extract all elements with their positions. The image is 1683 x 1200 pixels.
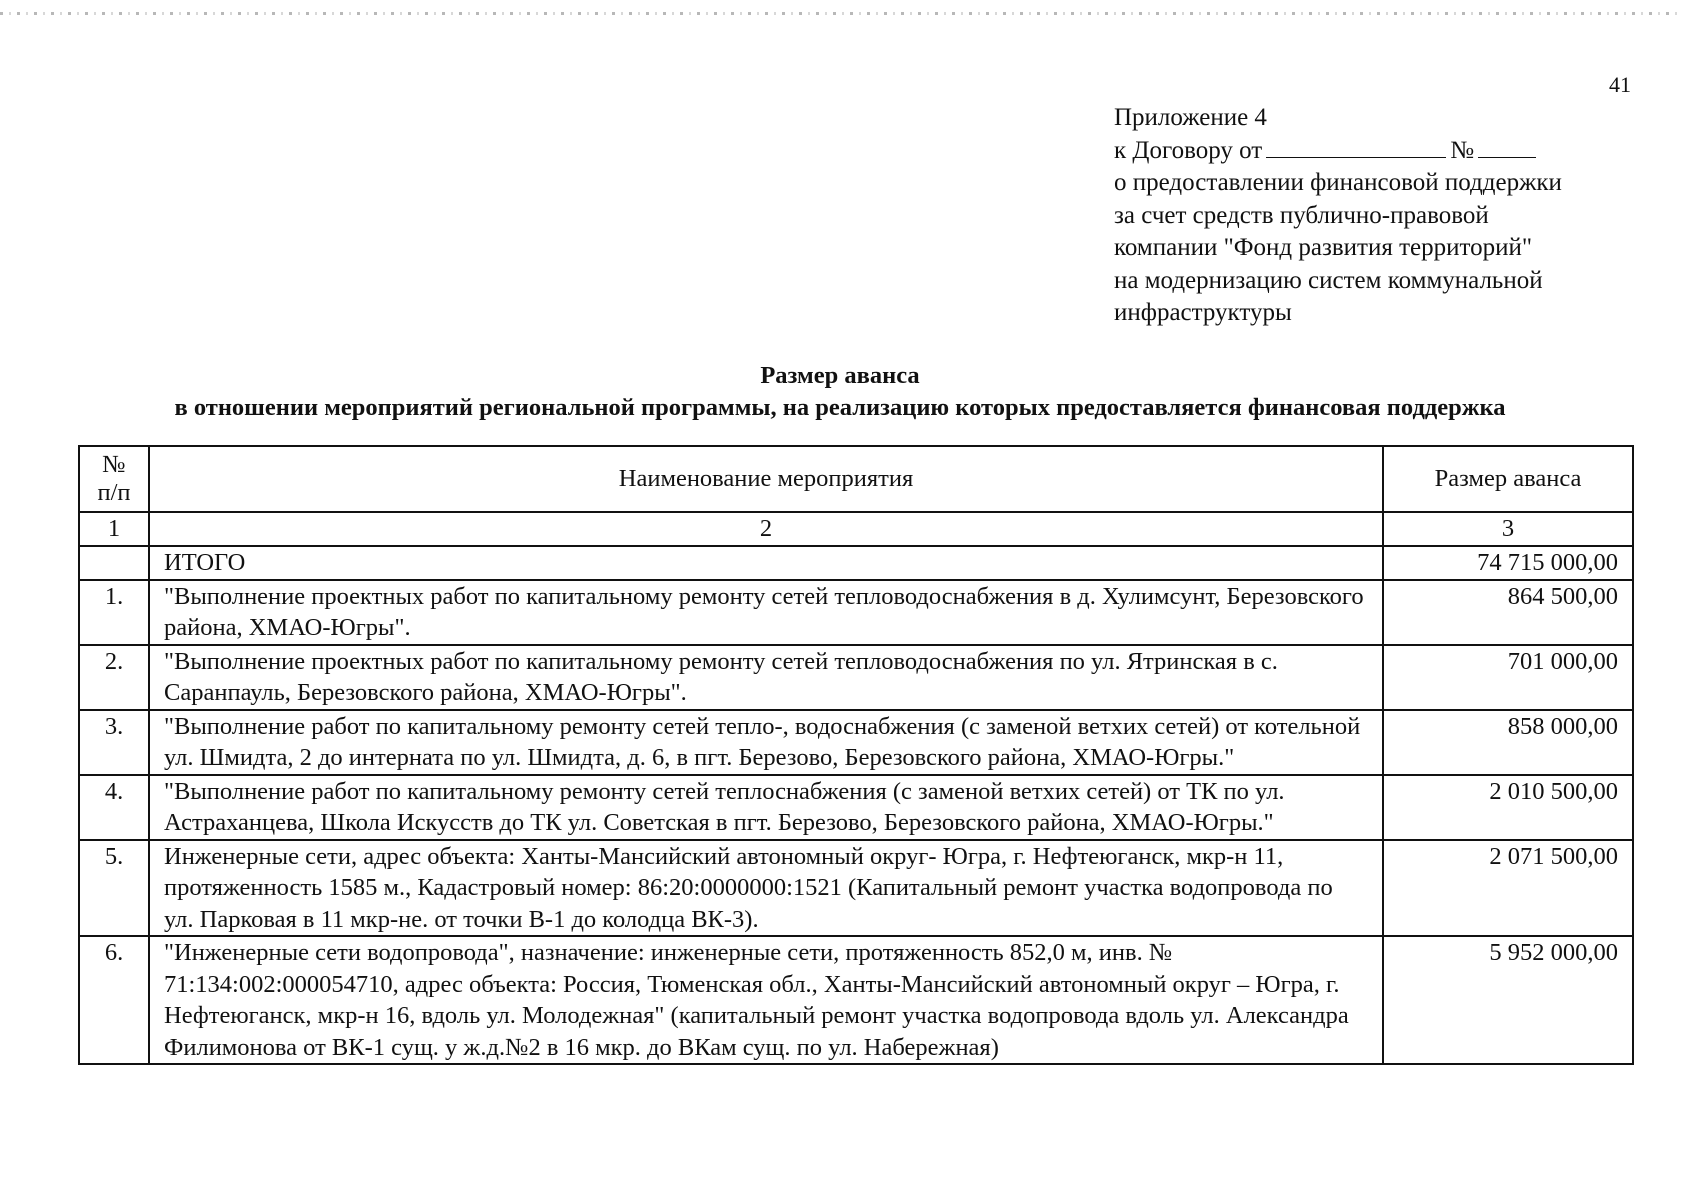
appendix-block: [1114, 102, 1634, 330]
header-name: Наименование мероприятия: [149, 446, 1383, 512]
advance-table: [78, 445, 1634, 1065]
table-row: [79, 580, 1633, 645]
table-row: [79, 710, 1633, 775]
appendix-line-3: о предоставлении финансовой поддержки: [1114, 169, 1562, 196]
row-amount: 5 952 000,00: [1383, 936, 1633, 1064]
column-number-1: 1: [79, 512, 149, 546]
appendix-line-6: на модернизацию систем коммунальной: [1114, 266, 1543, 294]
row-number: 3.: [79, 710, 149, 775]
document-title-line-2: в отношении мероприятий региональной программы, на реализацию которых предоставляется финансовая поддержка: [174, 394, 1506, 421]
scan-edge-noise: [0, 12, 1683, 15]
total-row: [79, 546, 1633, 580]
row-name: "Инженерные сети водопровода", назначение: инженерные сети, протяженность 852,0 м, инв. № 71:134:002:000054710, адрес объекта: Россия, Тюменская обл., Ханты-Мансийский автономный округ – Югра, г. Нефтеюганск, мкр-н 16, вдоль ул. Молодежная" (капитальный ремонт участка водопровода вдоль ул. Александра Филимонова от ВК-1 сущ. у ж.д.№2 в 16 мкр. до ВКам сущ. по ул. Набережная): [149, 936, 1383, 1064]
row-name: "Выполнение проектных работ по капитальному ремонту сетей тепловодоснабжения по ул. Ятринская в с. Саранпауль, Березовского района, ХМАО-Югры".: [149, 645, 1383, 710]
row-amount: 2 010 500,00: [1383, 775, 1633, 840]
header-amount: Размер аванса: [1383, 446, 1633, 512]
table-header-row: [79, 446, 1633, 512]
total-amount: 74 715 000,00: [1383, 546, 1633, 580]
appendix-contract-prefix: к Договору от: [1114, 136, 1263, 164]
row-name: "Выполнение работ по капитальному ремонту сетей тепло-, водоснабжения (с заменой ветхих сетей) от котельной ул. Шмидта, 2 до интерната по ул. Шмидта, д. 6, в пгт. Березово, Березовского района, ХМАО-Югры.": [149, 710, 1383, 775]
row-number: 6.: [79, 936, 149, 1064]
table-row: [79, 936, 1633, 1064]
total-num-cell: [79, 546, 149, 580]
appendix-line-4: за счет средств публично-правовой: [1114, 201, 1489, 229]
row-number: 4.: [79, 775, 149, 840]
row-number: 5.: [79, 840, 149, 937]
row-name: "Выполнение работ по капитальному ремонту сетей теплоснабжения (с заменой ветхих сетей) от ТК по ул. Астраханцева, Школа Искусств до ТК ул. Советская в пгт. Березово, Березовского района, ХМАО-Югры.": [149, 775, 1383, 840]
document-title-line-1: Размер аванса: [760, 362, 920, 389]
row-number: 2.: [79, 645, 149, 710]
column-numbers-row: [79, 512, 1633, 546]
table-row: [79, 775, 1633, 840]
document-title: [40, 360, 1640, 424]
appendix-line-5: компании "Фонд развития территорий": [1114, 234, 1533, 261]
total-label: ИТОГО: [149, 546, 1383, 580]
row-number: 1.: [79, 580, 149, 645]
table-row: [79, 645, 1633, 710]
row-amount: 858 000,00: [1383, 710, 1633, 775]
row-amount: 701 000,00: [1383, 645, 1633, 710]
row-name: Инженерные сети, адрес объекта: Ханты-Мансийский автономный округ- Югра, г. Нефтеюганск, мкр-н 11, протяженность 1585 м., Кадастровый номер: 86:20:0000000:1521 (Капитальный ремонт участка водопровода по ул. Парковая в 11 мкр-не. от точки В-1 до колодца ВК-3).: [149, 840, 1383, 937]
contract-date-blank: [1266, 135, 1446, 158]
column-number-3: 3: [1383, 512, 1633, 546]
table-row: [79, 840, 1633, 937]
column-number-2: 2: [149, 512, 1383, 546]
page-number: 41: [1609, 72, 1631, 97]
appendix-number-sign: №: [1450, 136, 1475, 164]
appendix-line-7: инфраструктуры: [1114, 299, 1292, 326]
row-amount: 864 500,00: [1383, 580, 1633, 645]
header-num: № п/п: [79, 446, 149, 512]
appendix-line-1: Приложение 4: [1114, 104, 1267, 131]
contract-number-blank: [1478, 135, 1536, 158]
row-name: "Выполнение проектных работ по капитальному ремонту сетей тепловодоснабжения в д. Хулимсунт, Березовского района, ХМАО-Югры".: [149, 580, 1383, 645]
appendix-line-2: [1114, 135, 1634, 168]
row-amount: 2 071 500,00: [1383, 840, 1633, 937]
